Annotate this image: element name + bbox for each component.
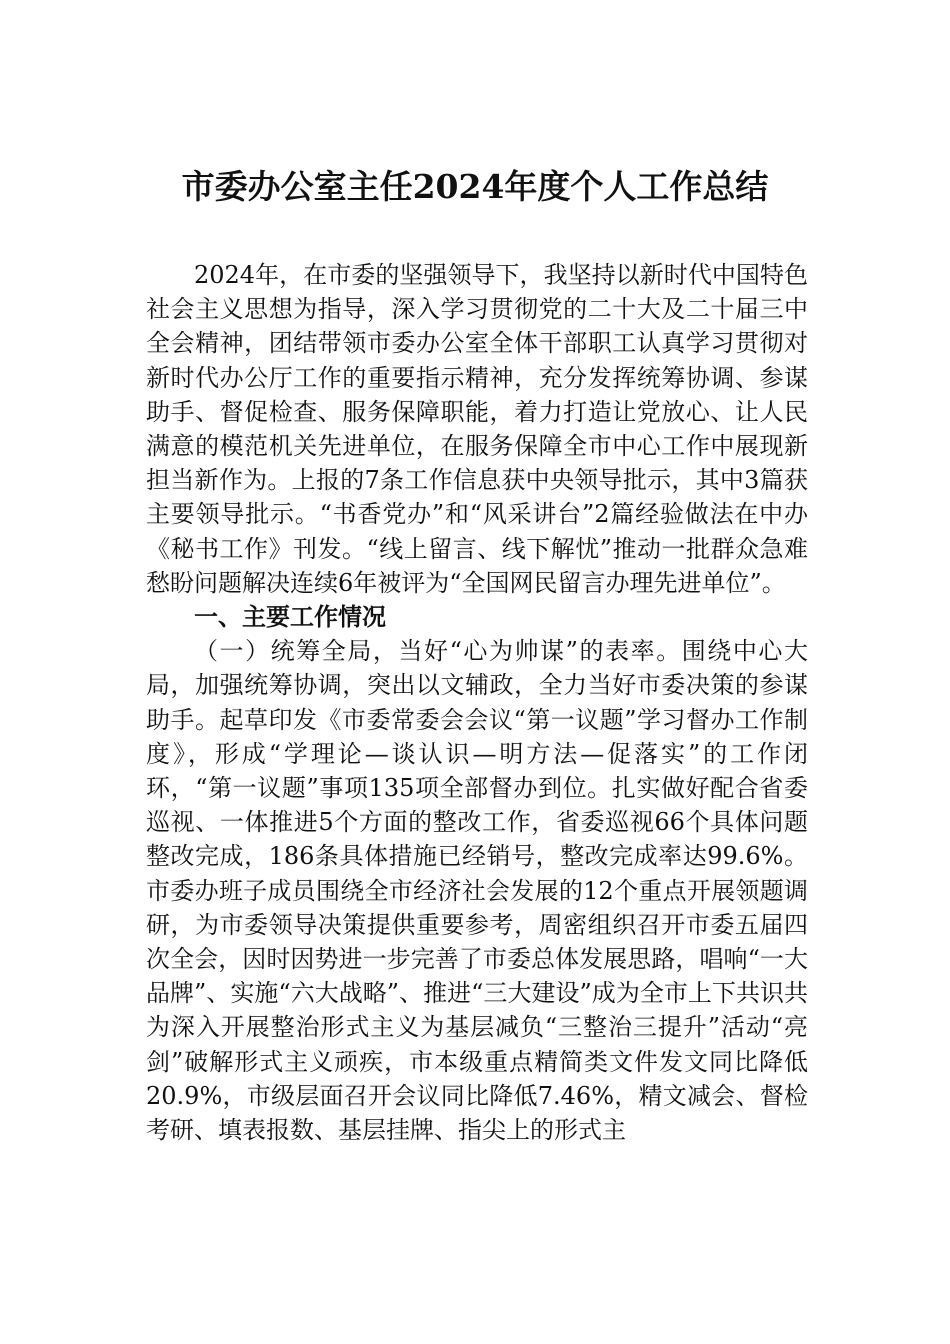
document-body xyxy=(146,258,808,1147)
intro-paragraph: 2024年，在市委的坚强领导下，我坚持以新时代中国特色社会主义思想为指导，深入学习贯彻党的二十大及二十届三中全会精神，团结带领市委办公室全体干部职工认真学习贯彻对新时代办公厅工作的重要指示精神，充分发挥统筹协调、参谋助手、督促检查、服务保障职能，着力打造让党放心、让人民满意的模范机关先进单位，在服务保障全市中心工作中展现新担当新作为。上报的7条工作信息获中央领导批示，其中3篇获主要领导批示。“书香党办”和“风采讲台”2篇经验做法在中办《秘书工作》刊发。“线上留言、线下解忧”推动一批群众急难愁盼问题解决连续6年被评为“全国网民留言办理先进单位”。 xyxy=(146,261,808,597)
subsection-body: 围绕中心大局，加强统筹协调，突出以文辅政，全力当好市委决策的参谋助手。起草印发《市委常委会会议“第一议题”学习督办工作制度》，形成“学理论—谈认识—明方法—促落实”的工作闭环，“第一议题”事项135项全部督办到位。扎实做好配合省委巡视、一体推进5个方面的整改工作，省委巡视66个具体问题整改完成，186条具体措施已经销号，整改完成率达99.6%。市委办班子成员围绕全市经济社会发展的12个重点开展领题调研，为市委领导决策提供重要参考，周密组织召开市委五届四次全会，因时因势进一步完善了市委总体发展思路，唱响“一大品牌”、实施“六大战略”、推进“三大建设”成为全市上下共识共为深入开展整治形式主义为基层减负“三整治三提升”活动“亮剑”破解形式主义顽疾，市本级重点精简类文件发文同比降低20.9%，市级层面召开会议同比降低7.46%，精文减会、督检考研、填表报数、基层挂牌、指尖上的形式主 xyxy=(146,637,808,1145)
subsection-lead: （一）统筹全局，当好“心为帅谋”的表率。 xyxy=(194,637,682,666)
section-heading: 一、主要工作情况 xyxy=(194,602,386,632)
subsection-paragraph xyxy=(146,634,808,1147)
document-title: 市委办公室主任2024年度个人工作总结 xyxy=(181,167,769,206)
